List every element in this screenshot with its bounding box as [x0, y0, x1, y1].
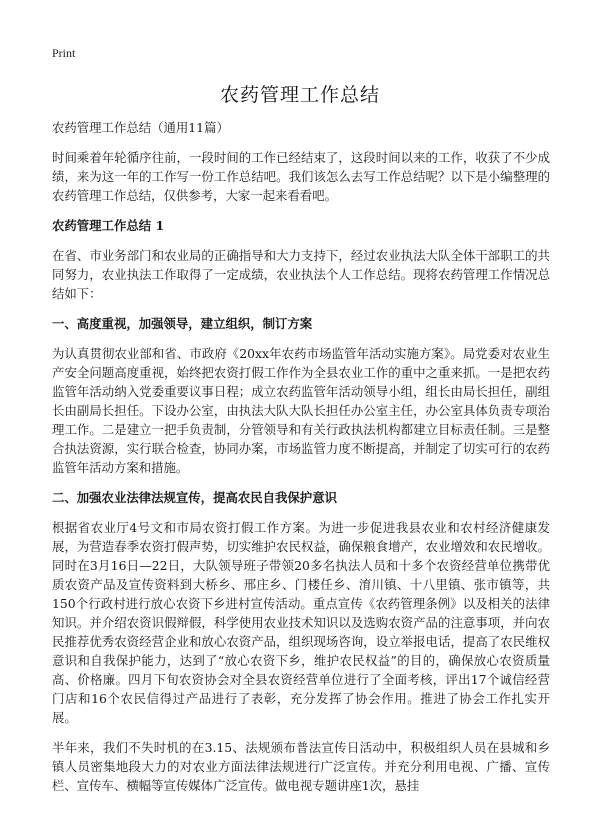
section-heading-2: 二、加强农业法律法规宣传，提高农民自我保护意识	[52, 490, 337, 505]
intro-paragraph: 时间乘着年轮循序往前，一段时间的工作已经结束了，这段时间以来的工作，收获了不少成绩，来为这一年的工作写一份工作总结吧。我们该怎么去写工作总结呢？以下是小编整理的农药管理工作总结，仅供参考，大家一起来看看吧。	[52, 150, 550, 203]
article-intro-paragraph: 在省、市业务部门和农业局的正确指导和大力支持下，经过农业执法大队全体干部职工的共同努力，农业执法工作取得了一定成绩，农业执法个人工作总结。现将农药管理工作情况总结如下：	[52, 248, 550, 301]
section-heading-1: 一、高度重视，加强领导，建立组织，制订方案	[52, 316, 313, 331]
print-label: Print	[52, 46, 76, 60]
document-subtitle: 农药管理工作总结（通用11篇）	[52, 120, 229, 135]
section-2-paragraph: 根据省农业厅4号文和市局农资打假工作方案。为进一步促进我县农业和农村经济健康发展，为营造春季农资打假声势，切实维护农民权益，确保粮食增产，农业增效和农民增收。 同时在3月16日—22日，大队领导班子带领20多名执法人员和十多个农资经营单位携带优质农资产品及宣传资料到大桥乡、邢庄乡、门楼任乡、淯川镇、十八里镇、张市镇等，共150个行政村进行放心农资下乡进村宣传活动。重点宣传《农药管理条例》以及相关的法律知识。并介绍农资识假辩假，科学使用农业技术知识以及选购农资产品的注意事项，并向农民推荐优秀农资经营企业和放心农资产品，组织现场咨询，设立举报电话，提高了农民维权意识和自我保护能力，达到了“放心农资下乡，维护农民权益”的目的，确保放心农资质量高、价格廉。四月下旬农资协会对全县农资经营单位进行了全面考核，评出17个诚信经营门店和16个农民信得过产品进行了表彰，充分发挥了协会作用。推进了协会工作扎实开展。	[52, 520, 550, 725]
section-1-paragraph: 为认真贯彻农业部和省、市政府《20xx年农药市场监管年活动实施方案》。局党委对农业生产安全问题高度重视，始终把农资打假工作作为全县农业工作的重中之重来抓。一是把农药监管年活动纳入党委重要议事日程；成立农药监管年活动领导小组，组长由局长担任，副组长由副局长担任。下设办公室，由执法大队大队长担任办公室主任，办公室具体负责专项治理工作。二是建立一把手负责制，分管领导和有关行政执法机构都建立目标责任制。三是整合执法资源，实行联合检查，协同办案，市场监管力度不断提高，并制定了切实可行的农药监管年活动方案和措施。	[52, 346, 550, 475]
article-heading: 农药管理工作总结 1	[52, 218, 165, 233]
document-body	[52, 118, 550, 806]
document-title: 农药管理工作总结	[219, 84, 380, 106]
section-3-paragraph: 半年来，我们不失时机的在3.15、法规颁布普法宣传日活动中，积极组织人员在县城和乡镇人员密集地段大力的对农业方面法律法规进行广泛宣传。并充分利用电视、广播、宣传栏、宣传车、横幅等宣传媒体广泛宣传。做电视专题讲座1次，悬挂	[52, 740, 550, 793]
